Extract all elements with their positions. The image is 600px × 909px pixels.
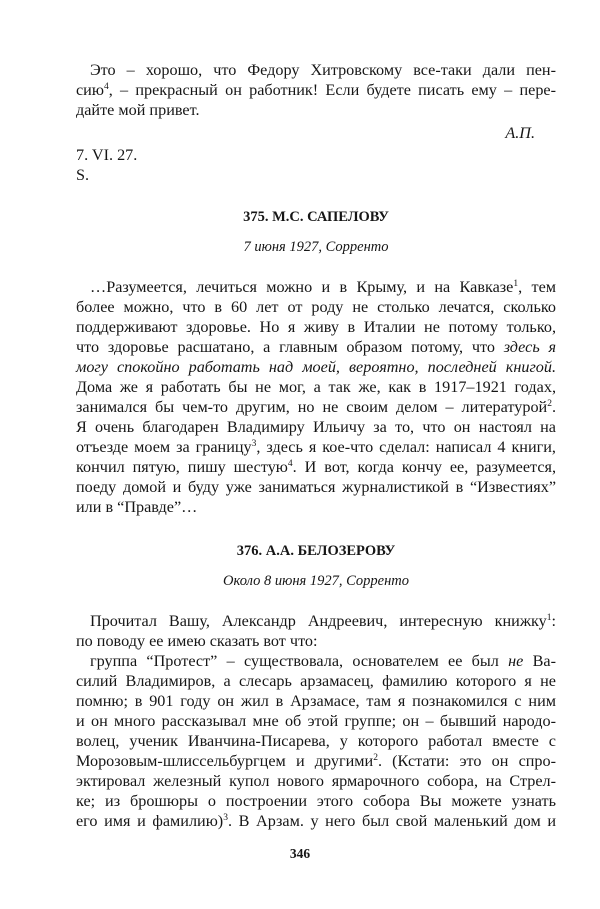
text-line: ке; из брошюры о построении этого собора Вы можете узнать xyxy=(76,792,556,810)
text-line: …Разумеется, лечиться можно и в Крыму, и на Кавказе$^1$, тем xyxy=(90,278,556,296)
text-line: Морозовым-шлиссельбургцем и другими$^2$. (Кстати: это он спро- xyxy=(76,752,557,770)
letter-375-dateline: 7 июня 1927, Сорренто xyxy=(243,239,389,255)
text-line: более можно, что в 60 лет от роду не столько лечатся, сколько xyxy=(76,298,556,316)
letter-376-dateline: Около 8 июня 1927, Сорренто xyxy=(223,573,409,589)
text-line: или в “Правде”… xyxy=(76,498,198,516)
text-line: занимался бы чем-то другим, но не своим делом – литературой$^2$. xyxy=(76,398,556,416)
text-line: и он много рассказывал мне об этой группе; он – бывший народо- xyxy=(76,712,556,730)
text-line: поддерживают здоровье. Но я живу в Италии не потому только, xyxy=(76,318,556,336)
postscript-mark: S. xyxy=(76,166,90,184)
text-line: Я очень благодарен Владимиру Ильичу за то, что он настоял на xyxy=(76,418,556,436)
letter-376-heading: 376. А.А. БЕЛОЗЕРОВУ xyxy=(236,543,396,559)
letter-375-heading: 375. М.С. САПЕЛОВУ xyxy=(243,209,389,225)
text-line: группа “Протест” – существовала, основателем ее был не Ва- xyxy=(90,652,557,670)
text-line: по поводу ее имею сказать вот что: xyxy=(76,632,318,650)
text-line: его имя и фамилию)$^3$. В Арзам. у него был свой маленький дом и xyxy=(76,812,556,830)
text-line: волец, ученик Иванчина-Писарева, у которого работал вместе с xyxy=(76,732,556,750)
text-line: могу спокойно работать над моей, вероятно, последней книгой. xyxy=(76,358,556,376)
page-number: 346 xyxy=(289,846,311,861)
text-line: эктировал железный купол нового ярмарочного собора, на Стрел- xyxy=(76,772,556,790)
text-line: дайте мой привет. xyxy=(76,101,200,119)
text-line: поеду домой и буду уже заниматься журналистикой в “Известиях” xyxy=(76,478,556,496)
text-line: Прочитал Вашу, Александр Андреевич, интересную книжку$^1$: xyxy=(90,612,556,630)
letter-date: 7. VI. 27. xyxy=(76,146,138,164)
text-line: помню; в 901 году он жил в Арзамасе, там я познакомился с ним xyxy=(76,692,556,710)
text-line: сию$^4$, – прекрасный он работник! Если будете писать ему – пере- xyxy=(76,81,556,99)
text-line: что здоровье расшатано, а главным образом потому, что здесь я xyxy=(76,338,556,356)
text-line: Это – хорошо, что Федору Хитровскому все-таки дали пен- xyxy=(90,61,556,79)
text-line: силий Владимиров, а слесарь арзамасец, фамилию которого я не xyxy=(76,672,556,690)
text-line: кончил пятую, пишу шестую$^4$. И вот, когда кончу ее, разумеется, xyxy=(76,458,556,476)
signature: А.П. xyxy=(505,124,535,142)
text-line: Дома же я работать бы не мог, а так же, как в 1917–1921 годах, xyxy=(76,378,556,396)
text-line: отъезде моем за границу$^3$, здесь я кое-что сделал: написал 4 книги, xyxy=(76,438,556,456)
